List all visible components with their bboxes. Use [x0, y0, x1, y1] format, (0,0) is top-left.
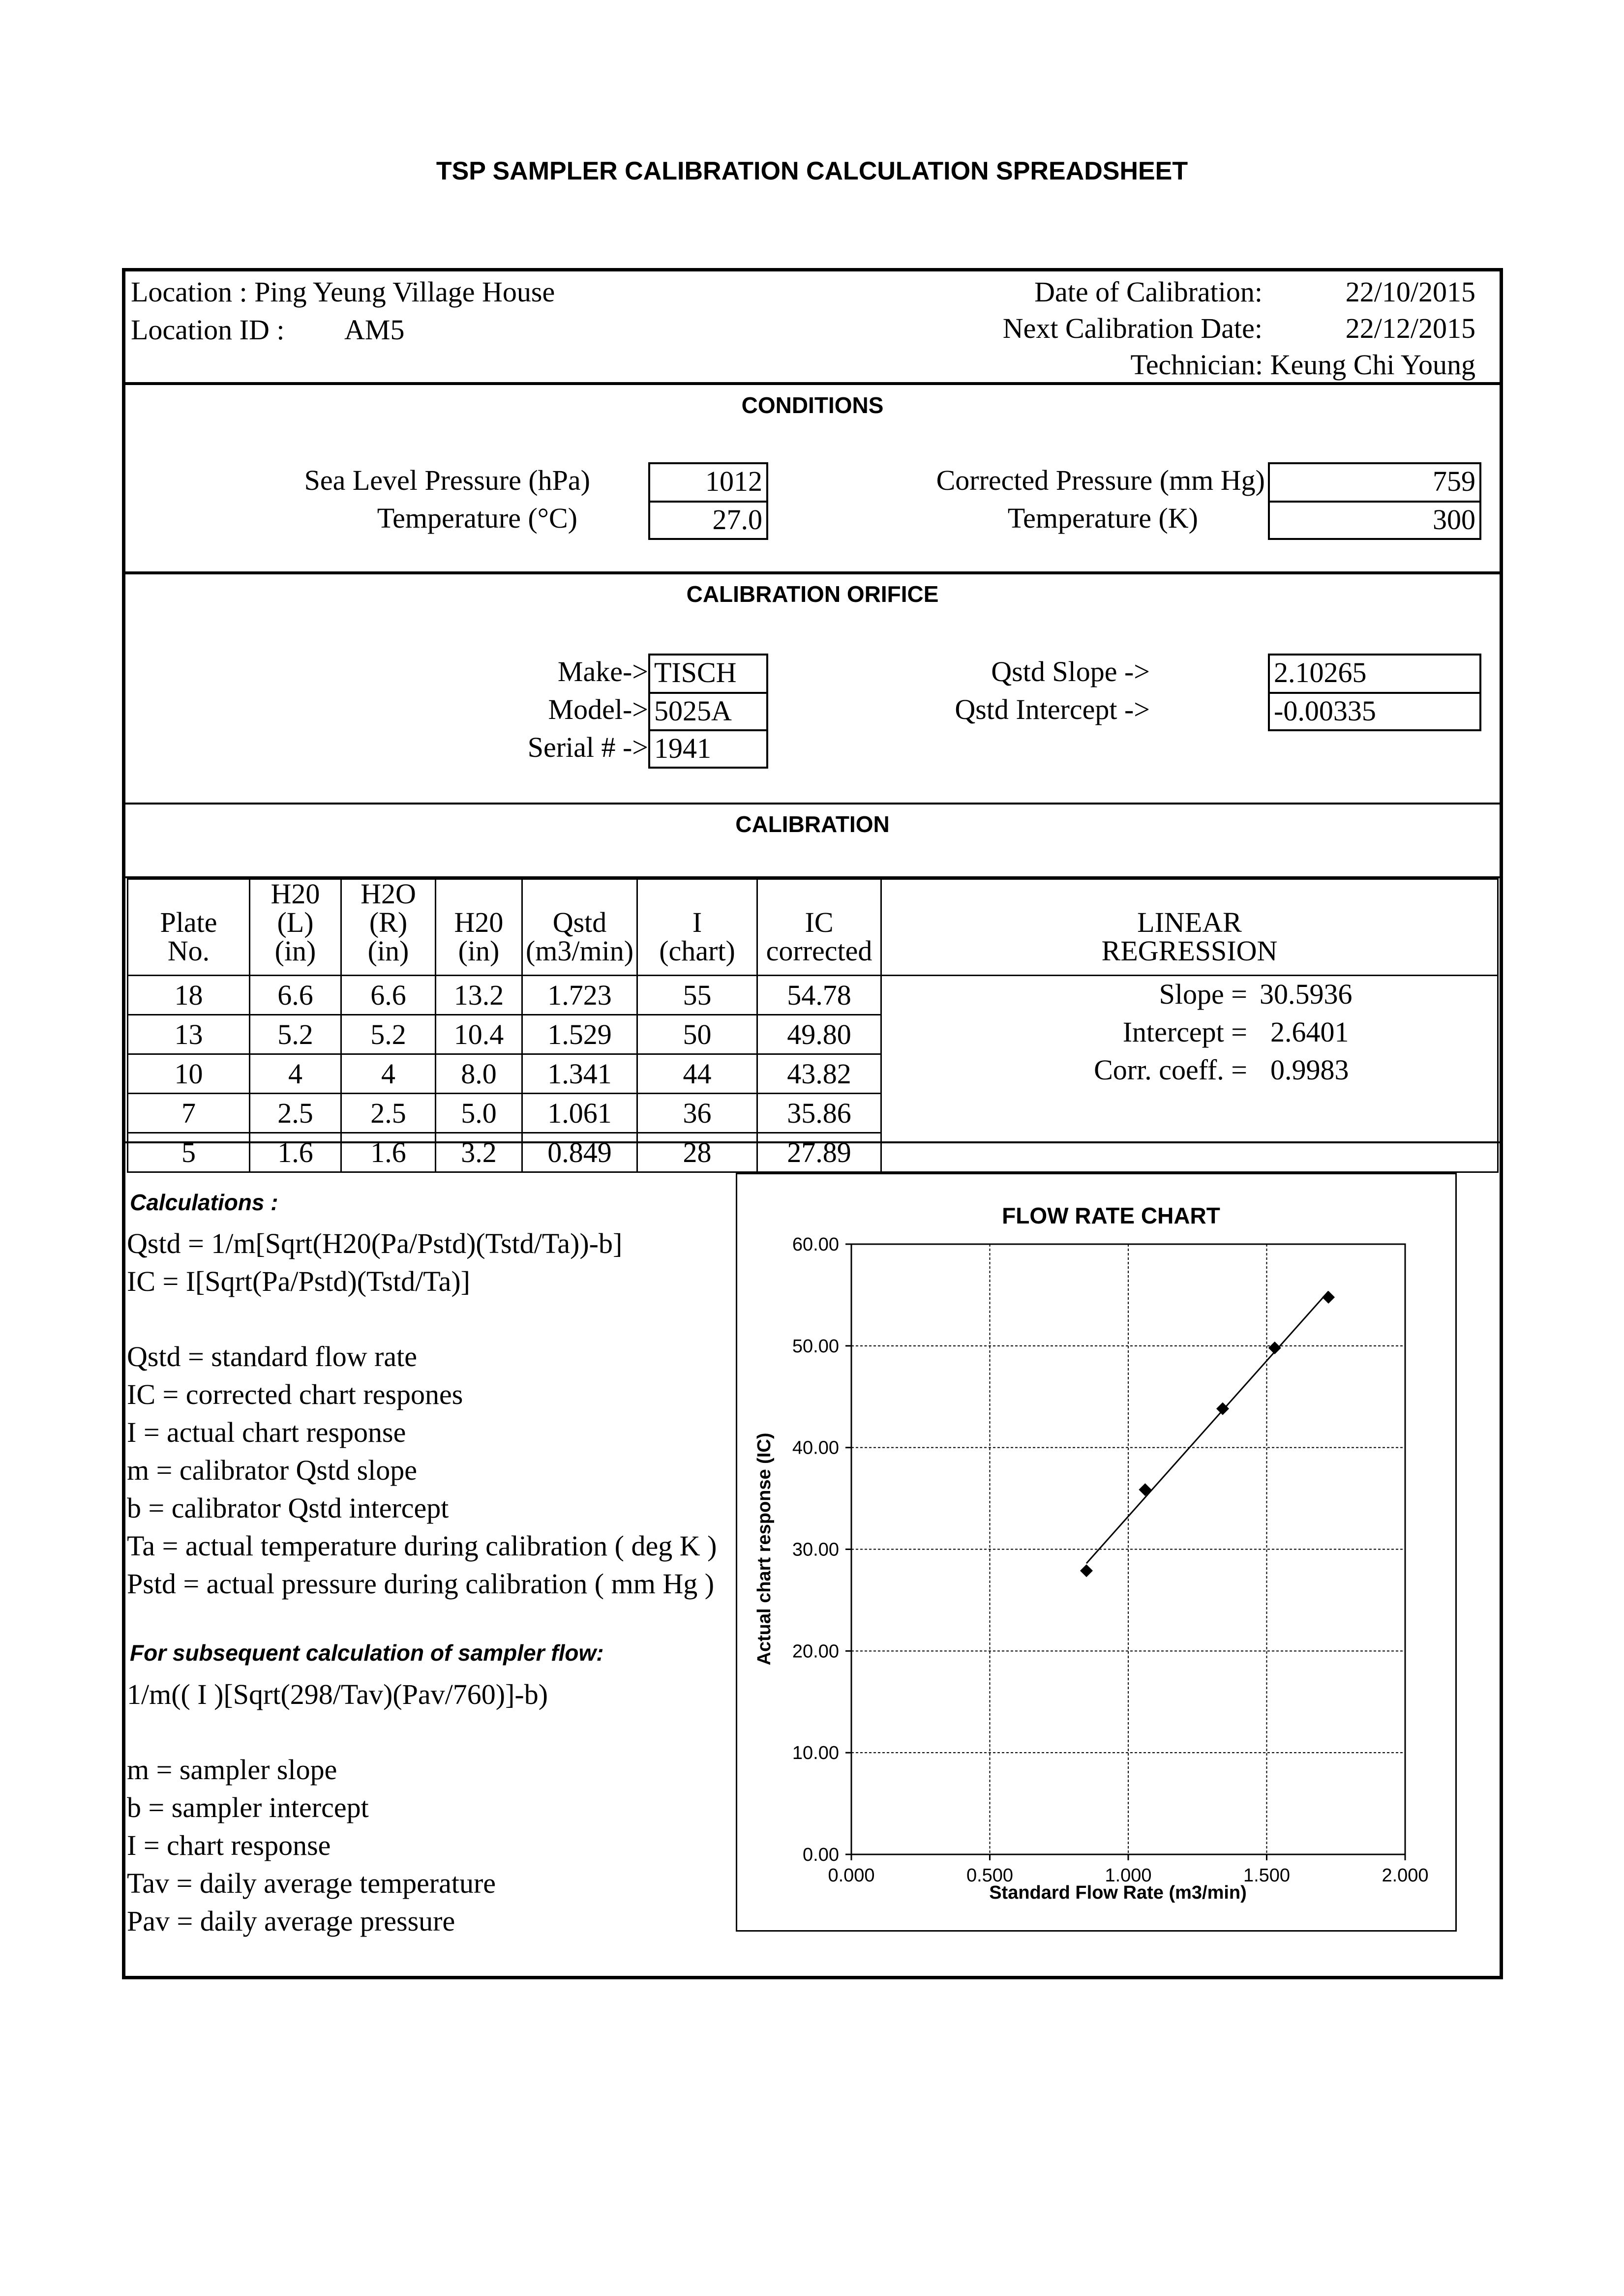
subsequent-formula: 1/m(( I )[Sqrt(298/Tav)(Pav/760)]-b) — [127, 1678, 548, 1710]
corrected-pressure-label: Corrected Pressure (mm Hg) — [936, 464, 1265, 496]
cell-h2o-right: 4 — [341, 1054, 436, 1094]
x-tick-label: 0.000 — [828, 1865, 875, 1886]
formula-ic: IC = I[Sqrt(Pa/Pstd)(Tstd/Ta)] — [127, 1265, 470, 1297]
technician — [1130, 348, 1475, 381]
corr-coeff-label: Corr. coeff. = — [1094, 1054, 1247, 1086]
header-qstd-unit: (m3/min) — [522, 937, 637, 976]
y-tick-label: 50.00 — [792, 1336, 839, 1357]
y-tick-label: 60.00 — [792, 1234, 839, 1255]
technician-label: Technician: — [1130, 349, 1263, 381]
divider — [122, 571, 1503, 574]
sea-level-pressure-value: 1012 — [648, 462, 768, 503]
x-tick-label: 0.500 — [966, 1865, 1014, 1886]
slope-label: Slope = — [1159, 978, 1247, 1010]
flow-rate-chart — [736, 1173, 1457, 1932]
header-qstd: Qstd — [522, 879, 637, 937]
definition-item: b = sampler intercept — [127, 1791, 369, 1823]
chart-points — [1080, 1291, 1335, 1577]
divider — [122, 803, 1503, 805]
header-h2o-right: H2O (R) — [341, 879, 436, 937]
cell-plate: 7 — [128, 1094, 250, 1133]
subsequent-heading: For subsequent calculation of sampler flow: — [130, 1640, 604, 1666]
temperature-k-label: Temperature (K) — [1007, 502, 1198, 534]
location-label: Location : — [131, 276, 247, 308]
header-i: I — [637, 879, 757, 937]
cell-h20: 13.2 — [436, 976, 522, 1015]
x-axis-label: Standard Flow Rate (m3/min) — [989, 1882, 1247, 1903]
y-tick-label: 40.00 — [792, 1437, 839, 1459]
cell-i: 28 — [637, 1133, 757, 1172]
cell-h2o-right: 2.5 — [341, 1094, 436, 1133]
cell-i: 44 — [637, 1054, 757, 1094]
cell-i: 55 — [637, 976, 757, 1015]
cell-ic: 43.82 — [757, 1054, 881, 1094]
regression-panel — [881, 976, 1498, 1172]
location-value: Ping Yeung Village House — [254, 276, 555, 308]
cell-h2o-right: 1.6 — [341, 1133, 436, 1172]
cell-h20: 8.0 — [436, 1054, 522, 1094]
y-tick-label: 30.00 — [792, 1539, 839, 1560]
x-tick-label: 1.000 — [1105, 1865, 1152, 1886]
chart-grid — [851, 1244, 1405, 1854]
definition-item: Ta = actual temperature during calibration ( deg K ) — [127, 1530, 717, 1562]
definition-item: Pstd = actual pressure during calibration ( mm Hg ) — [127, 1568, 715, 1600]
intercept-value: 2.6401 — [1270, 1016, 1349, 1048]
header-linear: LINEAR — [881, 879, 1498, 937]
sampler-definitions-list — [127, 1751, 496, 1940]
date-label: Date of Calibration: — [1034, 276, 1263, 308]
formula-qstd: Qstd = 1/m[Sqrt(H20(Pa/Pstd)(Tstd/Ta))-b] — [127, 1227, 623, 1259]
location-id-value: AM5 — [344, 314, 405, 346]
definition-item: IC = corrected chart respones — [127, 1378, 463, 1410]
page-title: TSP SAMPLER CALIBRATION CALCULATION SPREADSHEET — [436, 157, 1188, 185]
next-date-label: Next Calibration Date: — [1002, 312, 1263, 344]
chart-ticks — [792, 1234, 1429, 1886]
header-regression: REGRESSION — [881, 937, 1498, 976]
conditions-title: CONDITIONS — [741, 392, 884, 418]
definition-item: m = sampler slope — [127, 1754, 337, 1786]
definition-item: I = chart response — [127, 1829, 331, 1861]
slope-value: 30.5936 — [1260, 978, 1353, 1010]
header-ic-unit: corrected — [757, 937, 881, 976]
make-value: TISCH — [648, 654, 768, 694]
cell-h2o-right: 5.2 — [341, 1015, 436, 1054]
y-tick-label: 20.00 — [792, 1641, 839, 1662]
location-id-label: Location ID : — [131, 314, 285, 346]
cell-ic: 27.89 — [757, 1133, 881, 1172]
cell-h20: 3.2 — [436, 1133, 522, 1172]
definition-item: Pav = daily average pressure — [127, 1905, 455, 1937]
header-h2o-right-unit: (in) — [341, 937, 436, 976]
x-tick-label: 1.500 — [1243, 1865, 1291, 1886]
calibration-table — [127, 878, 1499, 1173]
orifice-title: CALIBRATION ORIFICE — [686, 581, 939, 607]
calculations-heading: Calculations : — [130, 1190, 278, 1215]
header-h20-left-unit: (in) — [250, 937, 341, 976]
cell-i: 50 — [637, 1015, 757, 1054]
data-point — [1139, 1483, 1151, 1496]
data-point — [1268, 1342, 1281, 1354]
y-tick-label: 0.00 — [803, 1845, 839, 1865]
cell-plate: 5 — [128, 1133, 250, 1172]
model-value: 5025A — [648, 692, 768, 731]
y-tick-label: 10.00 — [792, 1743, 839, 1764]
cell-qstd: 1.723 — [522, 976, 637, 1015]
cell-h20-left: 5.2 — [250, 1015, 341, 1054]
table-header-row — [128, 879, 1498, 937]
cell-i: 36 — [637, 1094, 757, 1133]
definition-item: m = calibrator Qstd slope — [127, 1454, 418, 1486]
cell-qstd: 1.341 — [522, 1054, 637, 1094]
corrected-pressure-value: 759 — [1268, 462, 1481, 503]
x-tick-label: 2.000 — [1382, 1865, 1429, 1886]
cell-qstd: 1.529 — [522, 1015, 637, 1054]
date-value: 22/10/2015 — [1345, 276, 1475, 308]
cell-ic: 49.80 — [757, 1015, 881, 1054]
data-point — [1080, 1564, 1093, 1577]
make-label: Make-> — [557, 656, 648, 687]
definition-item: Tav = daily average temperature — [127, 1867, 496, 1899]
location — [131, 275, 555, 308]
definition-item: Qstd = standard flow rate — [127, 1341, 417, 1372]
header-ic: IC — [757, 879, 881, 937]
qstd-intercept-value: -0.00335 — [1268, 692, 1481, 731]
next-date-value: 22/12/2015 — [1345, 312, 1475, 344]
temperature-c-label: Temperature (°C) — [377, 502, 577, 534]
cell-h20-left: 2.5 — [250, 1094, 341, 1133]
sea-level-pressure-label: Sea Level Pressure (hPa) — [304, 464, 590, 496]
model-label: Model-> — [548, 693, 648, 725]
temperature-k-value: 300 — [1268, 501, 1481, 540]
cell-ic: 35.86 — [757, 1094, 881, 1133]
header-h20: H20 — [436, 879, 522, 937]
qstd-slope-label: Qstd Slope -> — [991, 656, 1150, 687]
cell-plate: 13 — [128, 1015, 250, 1054]
qstd-slope-value: 2.10265 — [1268, 654, 1481, 694]
header-h20-unit: (in) — [436, 937, 522, 976]
cell-h2o-right: 6.6 — [341, 976, 436, 1015]
definitions-list — [127, 1338, 717, 1603]
cell-h20: 10.4 — [436, 1015, 522, 1054]
cell-plate: 10 — [128, 1054, 250, 1094]
chart-title: FLOW RATE CHART — [1002, 1203, 1220, 1228]
chart-svg — [737, 1174, 1455, 1930]
header-h20-left: H20 (L) — [250, 879, 341, 937]
data-point — [1322, 1291, 1335, 1304]
cell-h20: 5.0 — [436, 1094, 522, 1133]
cell-plate: 18 — [128, 976, 250, 1015]
divider — [122, 382, 1503, 385]
cell-ic: 54.78 — [757, 976, 881, 1015]
cell-h20-left: 6.6 — [250, 976, 341, 1015]
temperature-c-value: 27.0 — [648, 501, 768, 540]
table-row — [128, 976, 1498, 1015]
table-header-row — [128, 937, 1498, 976]
header-i-unit: (chart) — [637, 937, 757, 976]
y-axis-label: Actual chart response (IC) — [754, 1432, 775, 1666]
serial-label: Serial # -> — [527, 731, 648, 763]
definition-item: b = calibrator Qstd intercept — [127, 1492, 449, 1524]
trendline — [1086, 1291, 1328, 1563]
technician-value: Keung Chi Young — [1270, 349, 1475, 381]
cell-h20-left: 1.6 — [250, 1133, 341, 1172]
cell-qstd: 0.849 — [522, 1133, 637, 1172]
qstd-intercept-label: Qstd Intercept -> — [955, 693, 1150, 725]
chart-trendline — [1086, 1291, 1328, 1563]
cell-h20-left: 4 — [250, 1054, 341, 1094]
cell-qstd: 1.061 — [522, 1094, 637, 1133]
serial-value: 1941 — [648, 729, 768, 769]
header-plate-unit: No. — [128, 937, 250, 976]
calibration-title: CALIBRATION — [735, 811, 890, 837]
intercept-label: Intercept = — [1122, 1016, 1247, 1048]
definition-item: I = actual chart response — [127, 1416, 406, 1448]
header-plate: Plate — [128, 879, 250, 937]
corr-coeff-value: 0.9983 — [1270, 1054, 1349, 1086]
